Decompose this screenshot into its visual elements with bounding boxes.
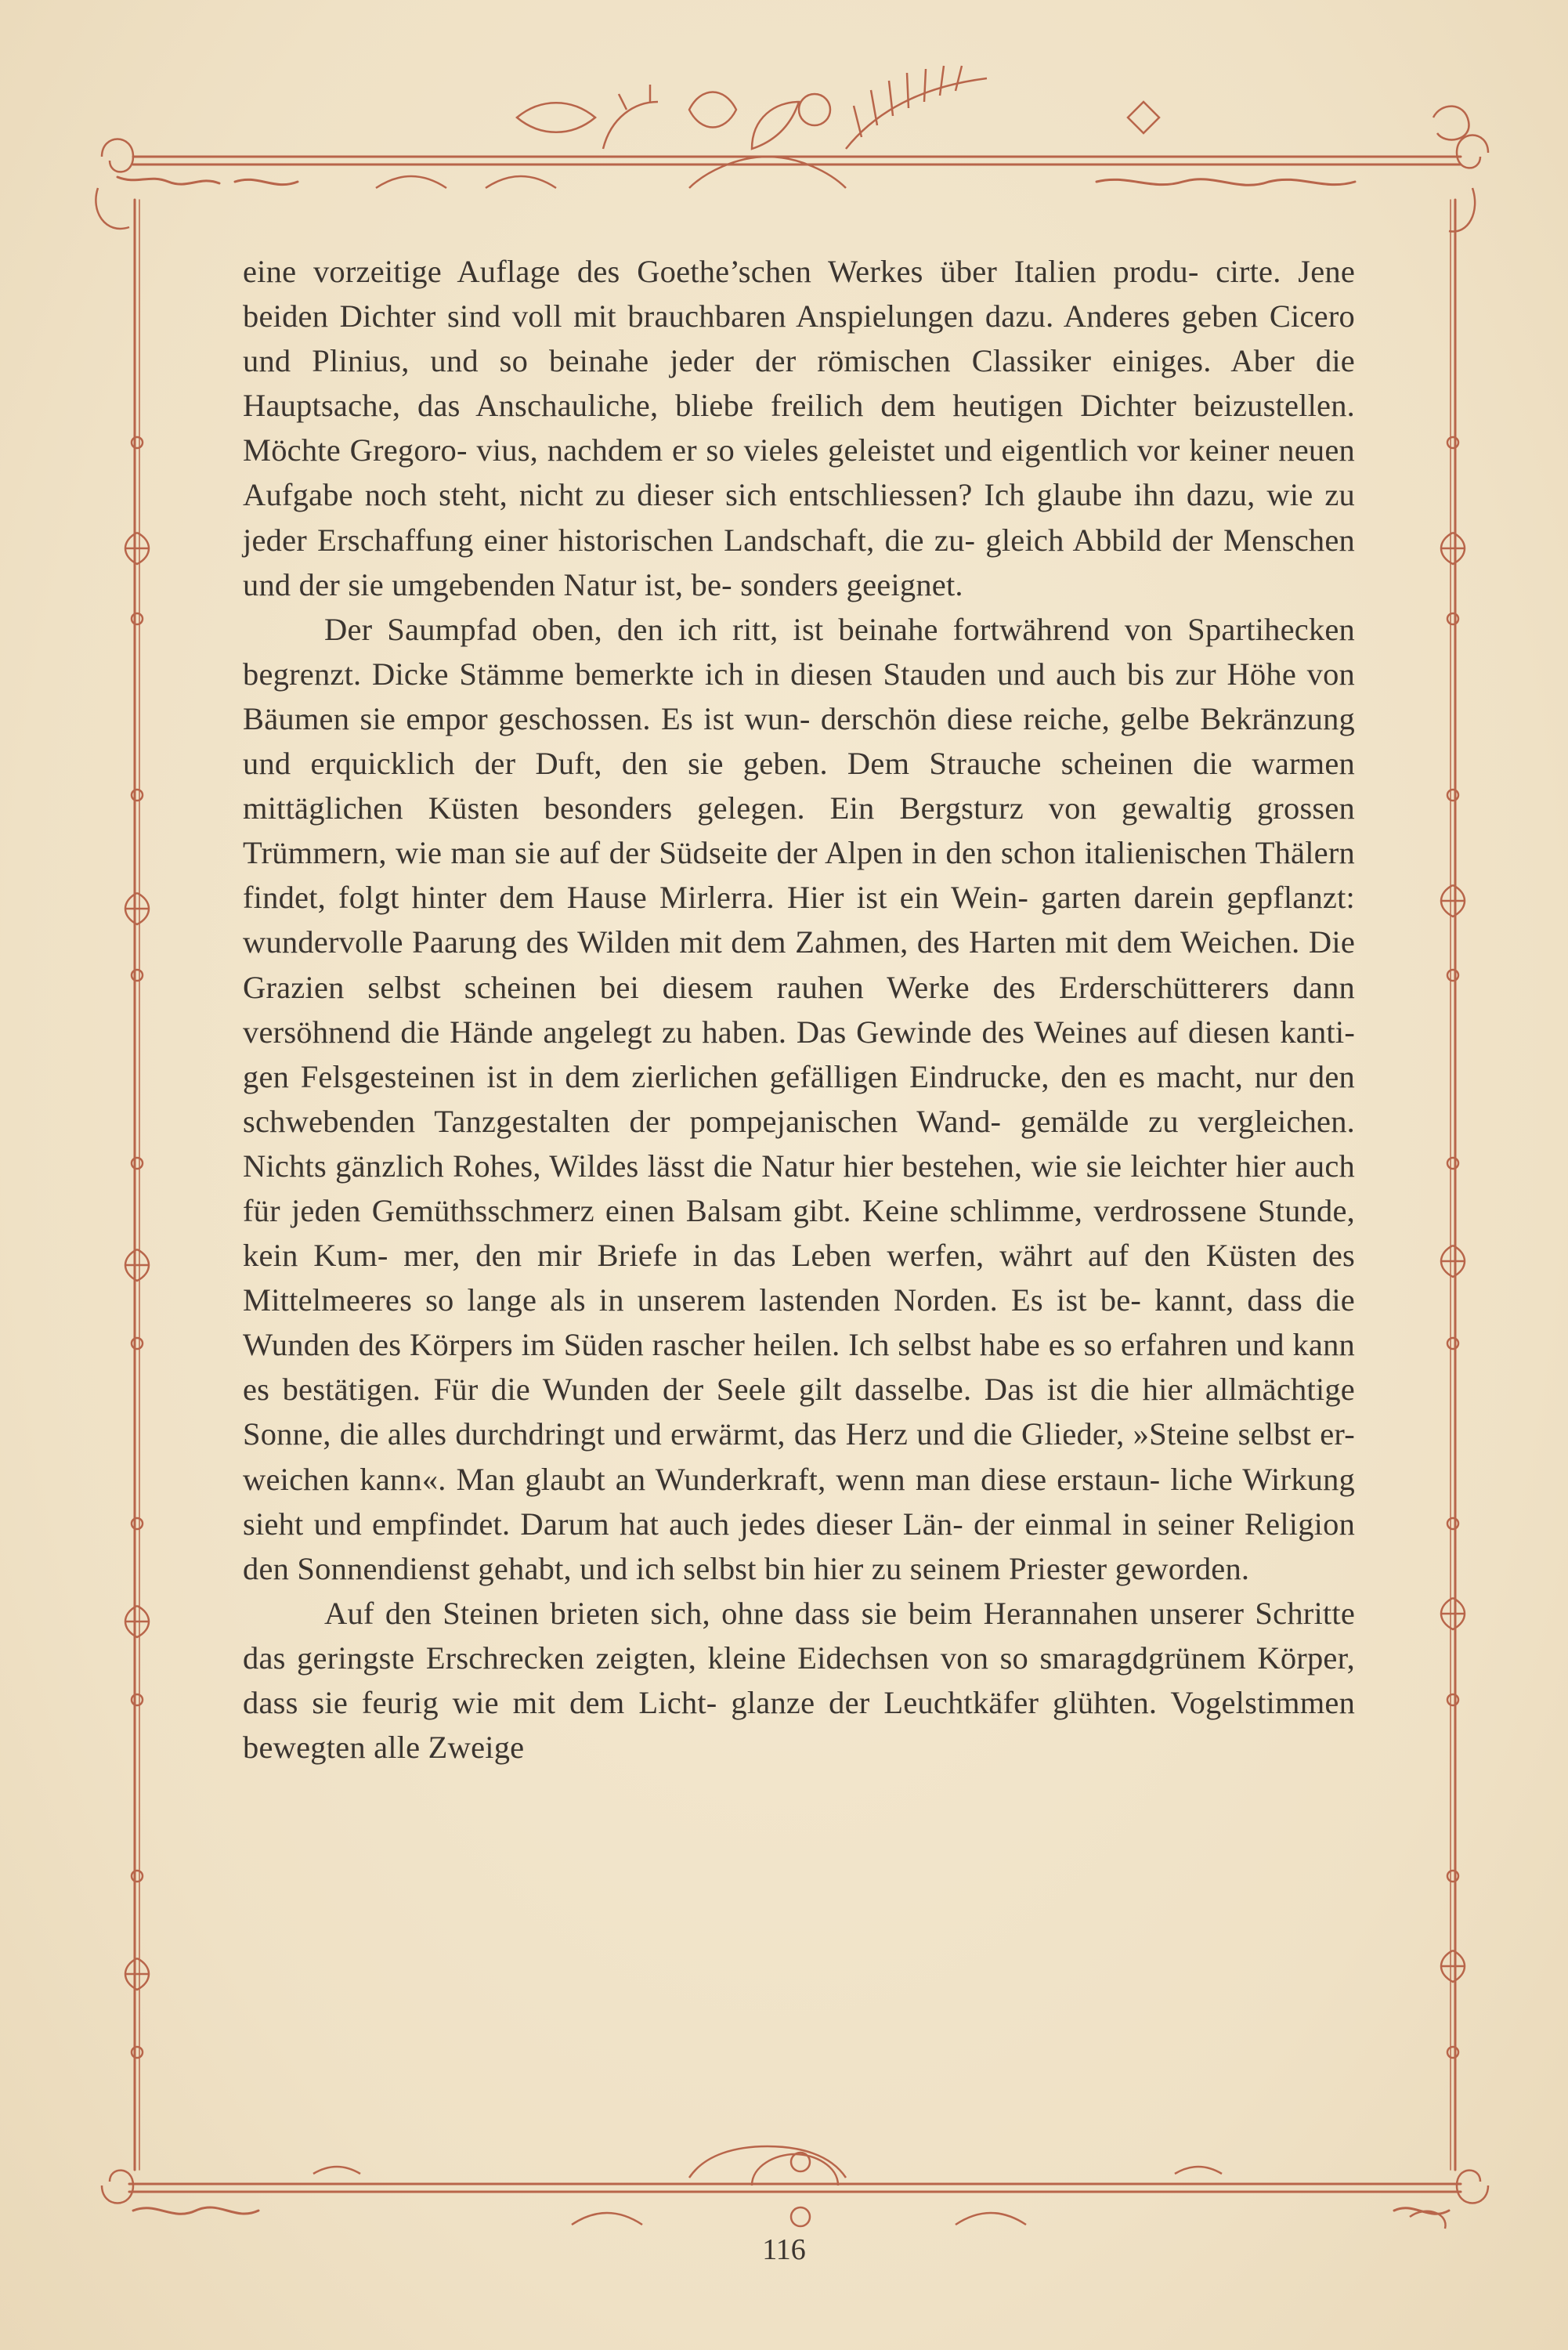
text-line: von so smaragdgrünem Körper, dass sie feurig wie mit dem Licht-: [243, 1640, 1355, 1720]
text-line: glanze der Leuchtkäfer glühten. Vogelstimmen bewegten alle Zweige: [243, 1685, 1356, 1766]
text-line: den sie geben. Dem Strauche scheinen die warmen mittäglichen Küsten: [243, 746, 1356, 826]
paragraph: [243, 249, 1355, 607]
text-line: garten darein gepflanzt: wundervolle Paarung des Wilden mit dem: [243, 880, 1356, 960]
text-line: mer, den mir Briefe in das Leben werfen, währt auf den Küsten des: [403, 1238, 1356, 1274]
text-line: Mittelmeeres so lange als in unserem lastenden Norden. Es ist be-: [243, 1282, 1142, 1318]
text-line: römischen Classiker einiges. Aber die Hauptsache, das Anschauliche,: [243, 343, 1355, 424]
text-line: gemälde zu vergleichen. Nichts gänzlich Rohes, Wildes lässt die Natur: [243, 1103, 1356, 1184]
text-line: kannt, dass die Wunden des Körpers im Süden rascher heilen. Ich: [243, 1282, 1355, 1363]
text-line: Zahmen, des Harten mit dem Weichen. Die Grazien selbst scheinen: [243, 924, 1355, 1005]
text-line: dazu. Anderes geben Cicero und Plinius, und so beinahe jeder der: [243, 298, 1355, 379]
text-line: besonders gelegen. Ein Bergsturz von gewaltig grossen Trümmern,: [243, 790, 1355, 871]
text-line: der einmal in seiner Religion den Sonnendienst gehabt, und ich selbst: [243, 1506, 1356, 1586]
text-line: eine vorzeitige Auflage des Goethe’schen Werkes über Italien produ-: [243, 254, 1199, 289]
body-text: [243, 249, 1355, 1770]
text-line: einen Balsam gibt. Keine schlimme, verdrossene Stunde, kein Kum-: [243, 1192, 1355, 1274]
paragraph: [243, 1591, 1355, 1770]
paragraph: [243, 607, 1355, 1591]
floral-ornament-icon: [313, 2146, 1222, 2226]
text-line: gleich Abbild der Menschen und der sie umgebenden Natur ist, be-: [243, 522, 1355, 602]
text-line: weichen kann«. Man glaubt an Wunderkraft, wenn man diese erstaun-: [243, 1461, 1161, 1497]
text-line: der Seele gilt dasselbe. Das ist die hier allmächtige Sonne, die alles: [243, 1372, 1355, 1452]
text-line: derschön diese reiche, gelbe Bekränzung und erquicklich der Duft,: [243, 700, 1355, 782]
text-line: durchdringt und erwärmt, das Herz und die Glieder, »Steine selbst er-: [455, 1416, 1355, 1452]
palm-frond-icon: [376, 66, 1469, 188]
text-line: und auch bis zur Höhe von Bäumen sie empor geschossen. Es ist wun-: [243, 656, 1356, 736]
text-line: Auf den Steinen brieten sich, ohne dass sie beim Herannahen: [324, 1595, 1139, 1631]
text-line: cirte. Jene beiden Dichter sind voll mit brauchbaren Anspielungen: [243, 254, 1356, 334]
text-line: liche Wirkung sieht und empfindet. Darum hat auch jedes dieser Län-: [243, 1461, 1355, 1542]
text-line: hier bestehen, wie sie leichter hier auch für jeden Gemüthsschmerz: [243, 1148, 1355, 1228]
text-line: bin hier zu seinem Priester geworden.: [764, 1550, 1250, 1586]
top-border-rule: [117, 157, 1461, 185]
text-line: dazu, wie zu jeder Erschaffung einer historischen Landschaft, die zu-: [243, 477, 1355, 558]
text-line: Hände angelegt zu haben. Das Gewinde des Weines auf diesen kanti-: [450, 1014, 1356, 1050]
text-line: selbst habe es so erfahren und kann es bestätigen. Für die Wunden: [243, 1327, 1356, 1408]
text-line: wie man sie auf der Südseite der Alpen in den schon italienischen: [396, 835, 1248, 871]
page-number: 116: [762, 2233, 806, 2266]
text-line: unserer Schritte das geringste Erschrecken zeigten, kleine Eidechsen: [243, 1595, 1355, 1676]
text-line: vius, nachdem er so vieles geleistet und eigentlich vor keiner neuen: [476, 432, 1355, 468]
text-line: bei diesem rauhen Werke des Erderschütterers dann versöhnend die: [243, 969, 1355, 1050]
text-line: macht, nur den schwebenden Tanzgestalten der pompejanischen Wand-: [243, 1058, 1355, 1139]
right-border-chain: [1451, 200, 1455, 2170]
text-line: gen Felsgesteinen ist in dem zierlichen gefälligen Eindrucke, den es: [243, 1058, 1146, 1094]
left-border-chain: [135, 200, 139, 2170]
text-line: Thälern findet, folgt hinter dem Hause Mirlerra. Hier ist ein Wein-: [243, 835, 1355, 916]
text-line: Spartihecken begrenzt. Dicke Stämme bemerkte ich in diesen Stauden: [243, 611, 1355, 692]
text-line: Aufgabe noch steht, nicht zu dieser sich entschliessen? Ich glaube ihn: [243, 477, 1176, 513]
text-line: bliebe freilich dem heutigen Dichter beizustellen. Möchte Gregoro-: [243, 388, 1356, 468]
text-line: sonders geeignet.: [740, 566, 963, 602]
text-line: Der Saumpfad oben, den ich ritt, ist beinahe fortwährend von: [324, 611, 1173, 647]
